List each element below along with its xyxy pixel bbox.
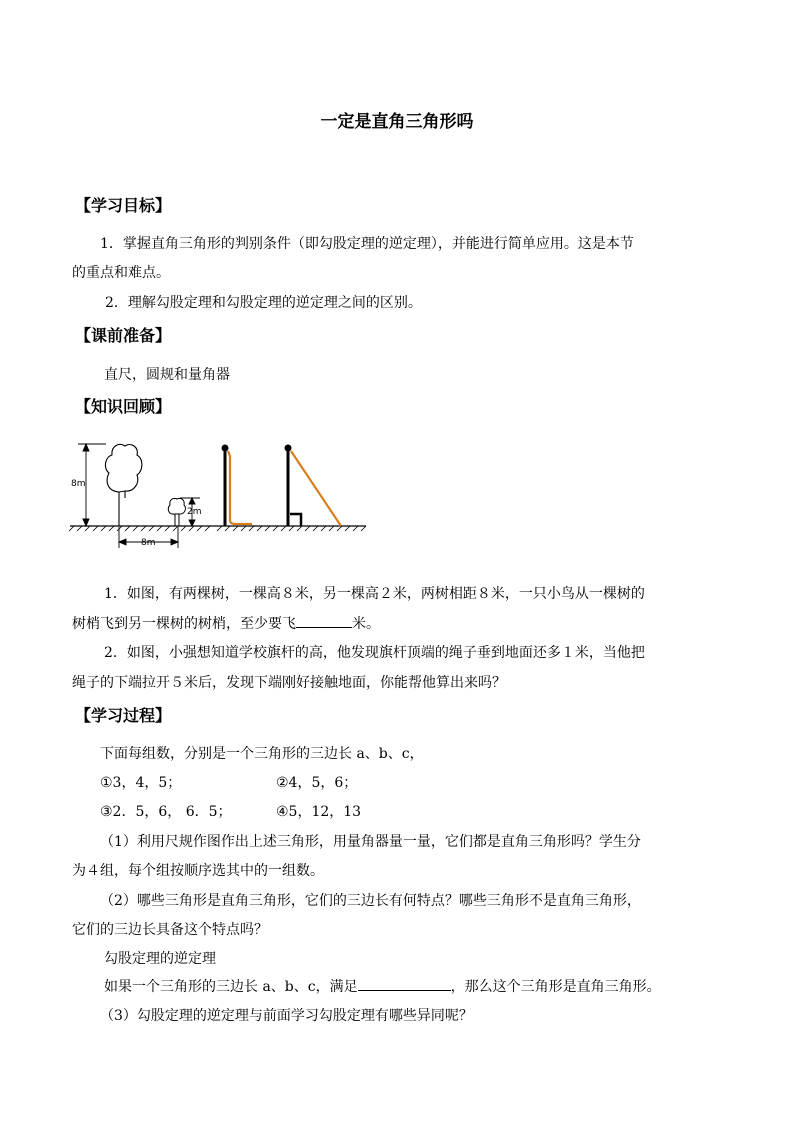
review-q2-line-2: 绳子的下端拉开５米后，发现下端刚好接触地面，你能帮他算出来吗？ bbox=[72, 675, 506, 691]
section-heading-review: 【知识回顾】 bbox=[75, 397, 172, 416]
page-title: 一定是直角三角形吗 bbox=[320, 112, 474, 132]
label-2m: 2m bbox=[187, 507, 202, 517]
review-figure bbox=[68, 438, 368, 553]
process-q2-line-2: 它们的三边长具备这个特点吗？ bbox=[72, 922, 268, 938]
converse-theorem-title: 勾股定理的逆定理 bbox=[104, 951, 216, 967]
number-set-2: ②4，5，6； bbox=[276, 775, 358, 791]
section-heading-process: 【学习过程】 bbox=[75, 706, 172, 725]
process-q3: （3）勾股定理的逆定理与前面学习勾股定理有哪些异同呢？ bbox=[100, 1008, 473, 1024]
converse-text-a: 如果一个三角形的三边长 a、b、c，满足 bbox=[104, 979, 358, 995]
review-q1-line-1: 1．如图，有两棵树，一棵高８米，另一棵高２米，两树相距８米，一只小鸟从一棵树的 bbox=[104, 586, 645, 602]
process-q1-line-1: （1）利用尺规作图作出上述三角形，用量角器量一量，它们都是直角三角形吗？学生分 bbox=[100, 834, 641, 850]
converse-theorem-statement bbox=[104, 976, 661, 996]
answer-blank-1[interactable] bbox=[296, 613, 352, 628]
goal-2: 2．理解勾股定理和勾股定理的逆定理之间的区别。 bbox=[105, 295, 422, 311]
goal-1-line-2: 的重点和难点。 bbox=[72, 265, 170, 281]
section-heading-prep: 【课前准备】 bbox=[75, 326, 172, 345]
review-q2-line-1: 2．如图，小强想知道学校旗杆的高，他发现旗杆顶端的绳子垂到地面还多１米，当他把 bbox=[104, 645, 645, 661]
section-heading-goals: 【学习目标】 bbox=[75, 196, 172, 215]
number-set-4: ④5，12，13 bbox=[276, 804, 362, 820]
review-q1-line-2 bbox=[72, 613, 380, 633]
process-q1-line-2: 为４组，每个组按顺序选其中的一组数。 bbox=[72, 863, 324, 879]
converse-text-b: ，那么这个三角形是直角三角形。 bbox=[450, 979, 661, 995]
answer-blank-2[interactable] bbox=[358, 976, 451, 991]
short-tree bbox=[168, 498, 185, 526]
ground-hatching bbox=[69, 526, 366, 531]
process-intro: 下面每组数，分别是一个三角形的三边长 a、b、c， bbox=[100, 746, 424, 762]
review-q1-text-a: 树梢飞到另一棵树的树梢，至少要飞 bbox=[72, 616, 296, 632]
number-set-3: ③2．5，6， 6．5； bbox=[100, 804, 232, 820]
tall-tree bbox=[105, 444, 141, 526]
goal-1-line-1: 1．掌握直角三角形的判别条件（即勾股定理的逆定理），并能进行简单应用。这是本节 bbox=[100, 236, 634, 252]
label-8m-height: 8m bbox=[71, 479, 86, 489]
flagpole-hanging-rope bbox=[222, 445, 253, 527]
review-q1-text-b: 米。 bbox=[352, 616, 380, 632]
prep-text: 直尺，圆规和量角器 bbox=[104, 367, 230, 383]
flagpole-stretched-rope bbox=[285, 445, 342, 527]
number-set-1: ①3，4，5； bbox=[100, 775, 182, 791]
process-q2-line-1: （2）哪些三角形是直角三角形，它们的三边长有何特点？哪些三角形不是直角三角形， bbox=[100, 893, 641, 909]
label-8m-distance: 8m bbox=[141, 538, 156, 548]
